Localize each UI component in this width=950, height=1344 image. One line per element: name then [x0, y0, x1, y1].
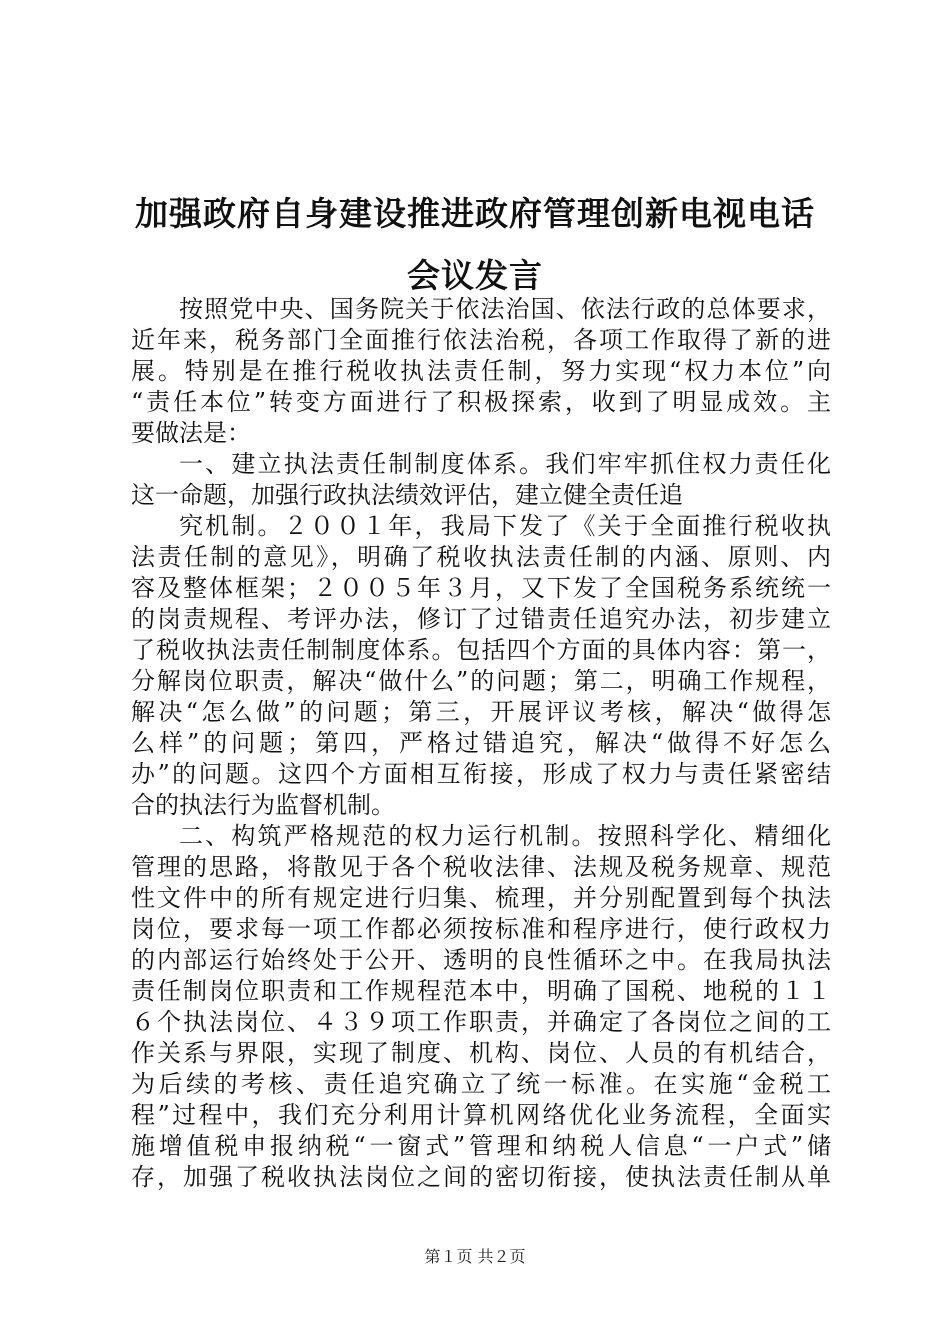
body-line: 为后续的考核、责任追究确立了统一标准。在实施“金税工 [131, 1070, 831, 1098]
document-body [131, 294, 831, 1193]
body-line: 办”的问题。这四个方面相互衔接，形成了权力与责任紧密结 [131, 760, 831, 788]
body-line: 了税收执法责任制制度体系。包括四个方面的具体内容：第一， [131, 636, 831, 664]
body-line: 分解岗位职责，解决“做什么”的问题；第二，明确工作规程， [131, 667, 831, 695]
body-line: 性文件中的所有规定进行归集、梳理，并分别配置到每个执法 [131, 884, 831, 912]
body-line: 施增值税申报纳税“一窗式”管理和纳税人信息“一户式”储 [131, 1132, 831, 1160]
body-line: 法责任制的意见》，明确了税收执法责任制的内涵、原则、内 [131, 543, 831, 571]
body-line: 按照党中央、国务院关于依法治国、依法行政的总体要求， [179, 295, 831, 323]
body-line: 展。特别是在推行税收执法责任制，努力实现“权力本位”向 [131, 357, 831, 385]
body-line: 岗位，要求每一项工作都必须按标准和程序进行，使行政权力 [131, 915, 831, 943]
body-line: “责任本位”转变方面进行了积极探索，收到了明显成效。主 [131, 388, 831, 416]
body-line: ６个执法岗位、４３９项工作职责，并确定了各岗位之间的工 [131, 1008, 831, 1036]
body-line: 存，加强了税收执法岗位之间的密切衔接，使执法责任制从单 [131, 1163, 831, 1191]
body-line: 要做法是： [131, 419, 251, 447]
document-title-line-2: 会议发言 [407, 256, 543, 295]
body-line: 容及整体框架；２００５年３月，又下发了全国税务系统统一 [131, 574, 831, 602]
body-line: 合的执法行为监督机制。 [131, 791, 395, 819]
body-line: 责任制岗位职责和工作规程范本中，明确了国税、地税的１１ [131, 977, 831, 1005]
body-line: 的岗责规程、考评办法，修订了过错责任追究办法，初步建立 [131, 605, 831, 633]
document-title-line-1: 加强政府自身建设推进政府管理创新电视电话 [135, 194, 815, 233]
body-line: 一、建立执法责任制制度体系。我们牢牢抓住权力责任化 [179, 450, 831, 478]
body-line: 么样”的问题；第四，严格过错追究，解决“做得不好怎么 [131, 729, 831, 757]
body-line: 近年来，税务部门全面推行依法治税，各项工作取得了新的进 [131, 326, 831, 354]
body-line: 管理的思路，将散见于各个税收法律、法规及税务规章、规范 [131, 853, 831, 881]
body-line: 这一命题，加强行政执法绩效评估，建立健全责任追 [131, 481, 683, 509]
body-line: 究机制。２００１年，我局下发了《关于全面推行税收执 [179, 512, 831, 540]
page-number-footer: 第１页 共２页 [424, 1247, 526, 1266]
body-line: 作关系与界限，实现了制度、机构、岗位、人员的有机结合， [131, 1039, 831, 1067]
body-line: 的内部运行始终处于公开、透明的良性循环之中。在我局执法 [131, 946, 831, 974]
body-line: 程”过程中，我们充分利用计算机网络优化业务流程，全面实 [131, 1101, 831, 1129]
body-line: 解决“怎么做”的问题；第三，开展评议考核，解决“做得怎 [131, 698, 831, 726]
body-line: 二、构筑严格规范的权力运行机制。按照科学化、精细化 [179, 822, 831, 850]
